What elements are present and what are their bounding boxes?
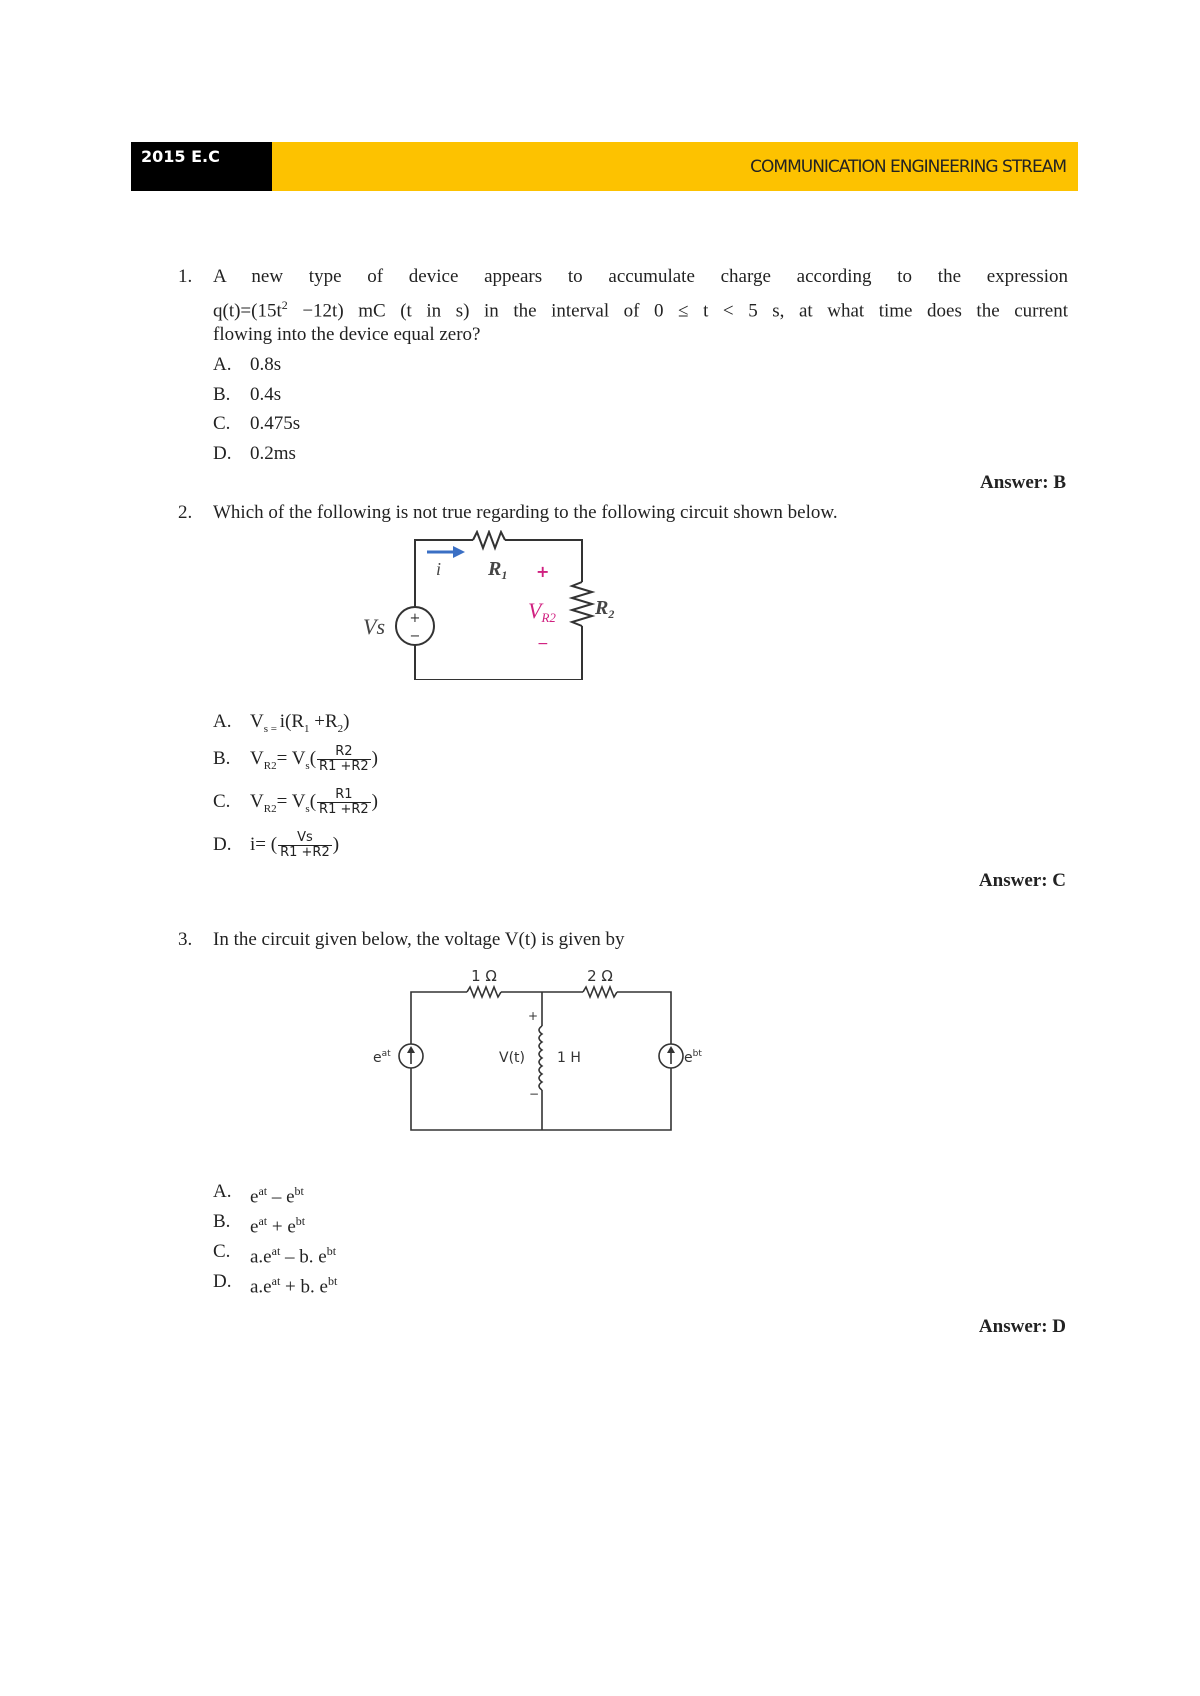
voltage-plus: + (528, 1009, 539, 1023)
question-1-number: 1. (178, 266, 193, 287)
question-1-line2: $q(t)=(15t^2 -12t)$ mC (t in s) in the interval of 0 ≤ t < 5 s, at what time does the current (213, 298, 1068, 322)
voltage-label: V(t) (499, 1050, 525, 1066)
stream-label: COMMUNICATION ENGINEERING STREAM (750, 157, 1066, 177)
q3-option-b-letter: B. (213, 1211, 231, 1232)
q2-option-d-text: i= ( $\frac{Vs}{R1 +R2}$ ) (250, 830, 340, 861)
question-3-text: In the circuit given below, the voltage V(t) is given by (213, 929, 625, 950)
q1-option-d-letter: D. (213, 443, 232, 464)
q1-option-a-text: 0.8s (250, 354, 282, 375)
q1-option-d-text: 0.2ms (250, 443, 296, 464)
q1-option-c-text: 0.475s (250, 413, 301, 434)
q2-option-c-letter: C. (213, 791, 231, 812)
q2-option-d-letter: D. (213, 834, 232, 855)
r1-label: $R_1$ (488, 558, 508, 582)
year-badge (131, 142, 272, 191)
q2-option-b-letter: B. (213, 748, 231, 769)
source-label: Vs (363, 614, 385, 639)
resistor-2-label: 2 Ω (587, 967, 613, 985)
left-source-label: $e^{at}$ (373, 1049, 391, 1066)
question-3-answer: Answer: D (978, 1316, 1066, 1337)
resistor-1-label: 1 Ω (471, 967, 497, 985)
q2-option-c-fraction: $\frac{R1}{R1 +R2}$ (319, 787, 369, 818)
q2-option-b-fraction: $\frac{R2}{R1 +R2}$ (319, 744, 369, 775)
vr2-label: VR2 (528, 598, 556, 625)
question-1-line1: A new type of device appears to accumulate charge according to the expression (213, 266, 1068, 287)
q3-option-c-letter: C. (213, 1241, 231, 1262)
vr2-plus: + (536, 562, 550, 581)
vr2-minus: − (537, 636, 549, 652)
year-label: 2015 E.C (141, 147, 220, 166)
stream-banner (272, 142, 1078, 191)
source-plus: + (409, 611, 421, 626)
q3-option-a-text: $e^{at} - e^{bt}$ (250, 1184, 304, 1208)
q1-option-a-letter: A. (213, 354, 232, 375)
q3-option-b-text: $e^{at} + e^{bt}$ (250, 1214, 306, 1238)
q2-option-c-text: $V_{R2}= V_s$( $\frac{R1}{R1 +R2}$ ) (250, 787, 378, 818)
circuit-diagram-q3 (365, 960, 715, 1140)
question-2-number: 2. (178, 502, 193, 523)
q3-option-a-letter: A. (213, 1181, 232, 1202)
r2-label: $R_2$ (595, 597, 615, 621)
question-2-answer: Answer: C (978, 870, 1066, 891)
question-1-answer: Answer: B (979, 472, 1066, 493)
q2-option-a-letter: A. (213, 711, 232, 732)
page-header (131, 142, 1078, 191)
question-1-line3: flowing into the device equal zero? (213, 324, 481, 345)
q1-option-c-letter: C. (213, 413, 231, 434)
current-label: i (436, 559, 442, 579)
voltage-minus: − (529, 1087, 540, 1101)
q3-option-c-text: $a.e^{at}$ – b. $e^{bt}$ (250, 1244, 337, 1268)
q2-option-a-text: $V_{s =}$ $i(R_1 +R_2)$ (250, 711, 350, 735)
q2-option-b-text: $V_{R2}= V_s$( $\frac{R2}{R1 +R2}$ ) (250, 744, 378, 775)
question-2-text: Which of the following is not true regarding to the following circuit shown below. (213, 502, 838, 523)
source-minus: − (409, 629, 421, 644)
right-source-label: $e^{bt}$ (684, 1049, 702, 1066)
q1-option-b-letter: B. (213, 384, 231, 405)
inductor-label: 1 H (557, 1050, 581, 1066)
q3-option-d-text: $a.e^{at} + b$. $e^{bt}$ (250, 1274, 338, 1298)
q1-option-b-text: 0.4s (250, 384, 282, 405)
question-3-number: 3. (178, 929, 193, 950)
q2-option-d-fraction: $\frac{Vs}{R1 +R2}$ (280, 830, 330, 861)
q3-option-d-letter: D. (213, 1271, 232, 1292)
circuit-diagram-q2 (355, 530, 645, 680)
